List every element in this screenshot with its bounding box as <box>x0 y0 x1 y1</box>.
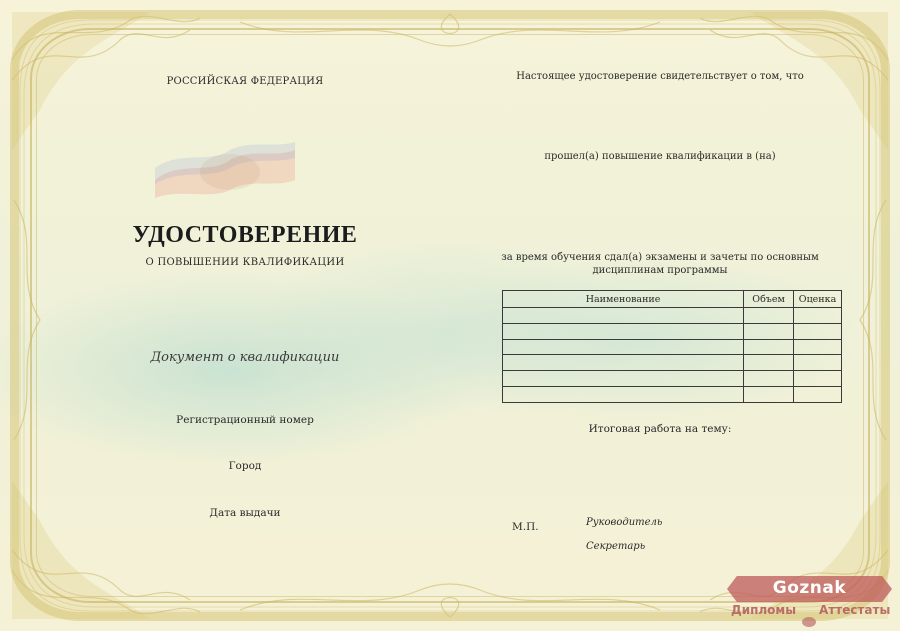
secretary-signature-label: Секретарь <box>586 541 646 552</box>
head-signature-label: Руководитель <box>586 517 663 528</box>
final-work-label: Итоговая работа на тему: <box>588 423 732 435</box>
table-cell <box>794 386 842 402</box>
table-row <box>503 355 842 371</box>
registration-number-label: Регистрационный номер <box>176 414 314 426</box>
training-text: прошел(а) повышение квалификации в (на) <box>544 151 776 162</box>
table-row <box>503 386 842 402</box>
table-cell <box>503 339 744 355</box>
watermark-right-word: Аттестаты <box>819 603 891 617</box>
certificate-title: УДОСТОВЕРЕНИЕ <box>132 222 358 248</box>
table-header-row <box>503 291 842 308</box>
watermark-left-word: Дипломы <box>731 603 797 617</box>
table-cell <box>744 308 794 324</box>
column-header-grade: Оценка <box>794 291 842 308</box>
country-name: РОССИЙСКАЯ ФЕДЕРАЦИЯ <box>166 76 324 87</box>
table-cell <box>794 323 842 339</box>
table-cell <box>503 323 744 339</box>
table-cell <box>794 371 842 387</box>
table-cell <box>744 355 794 371</box>
issue-date-label: Дата выдачи <box>209 507 281 519</box>
table-cell <box>794 355 842 371</box>
goznak-watermark <box>727 576 892 628</box>
watermark-brand: Goznak <box>772 578 847 598</box>
exams-text: за время обучения сдал(а) экзамены и зачеты по основным дисциплинам программы <box>501 252 819 276</box>
table-row <box>503 308 842 324</box>
document-type: Документ о квалификации <box>150 350 340 365</box>
table-cell <box>744 386 794 402</box>
certifies-text: Настоящее удостоверение свидетельствует о том, что <box>516 71 804 82</box>
city-label: Город <box>228 460 262 472</box>
table-cell <box>503 308 744 324</box>
flag-hologram-emblem <box>150 140 300 200</box>
table-cell <box>744 339 794 355</box>
table-row <box>503 339 842 355</box>
table-cell <box>794 308 842 324</box>
watermark-dot-icon <box>802 617 816 627</box>
column-header-volume: Объем <box>744 291 794 308</box>
table-cell <box>503 371 744 387</box>
table-cell <box>794 339 842 355</box>
table-cell <box>744 323 794 339</box>
subjects-table <box>502 290 842 403</box>
certificate-subtitle: О ПОВЫШЕНИИ КВАЛИФИКАЦИИ <box>145 257 345 268</box>
table-row <box>503 371 842 387</box>
table-cell <box>744 371 794 387</box>
table-row <box>503 323 842 339</box>
column-header-name: Наименование <box>503 291 744 308</box>
stamp-label: М.П. <box>512 521 539 533</box>
table-cell <box>503 386 744 402</box>
table-cell <box>503 355 744 371</box>
